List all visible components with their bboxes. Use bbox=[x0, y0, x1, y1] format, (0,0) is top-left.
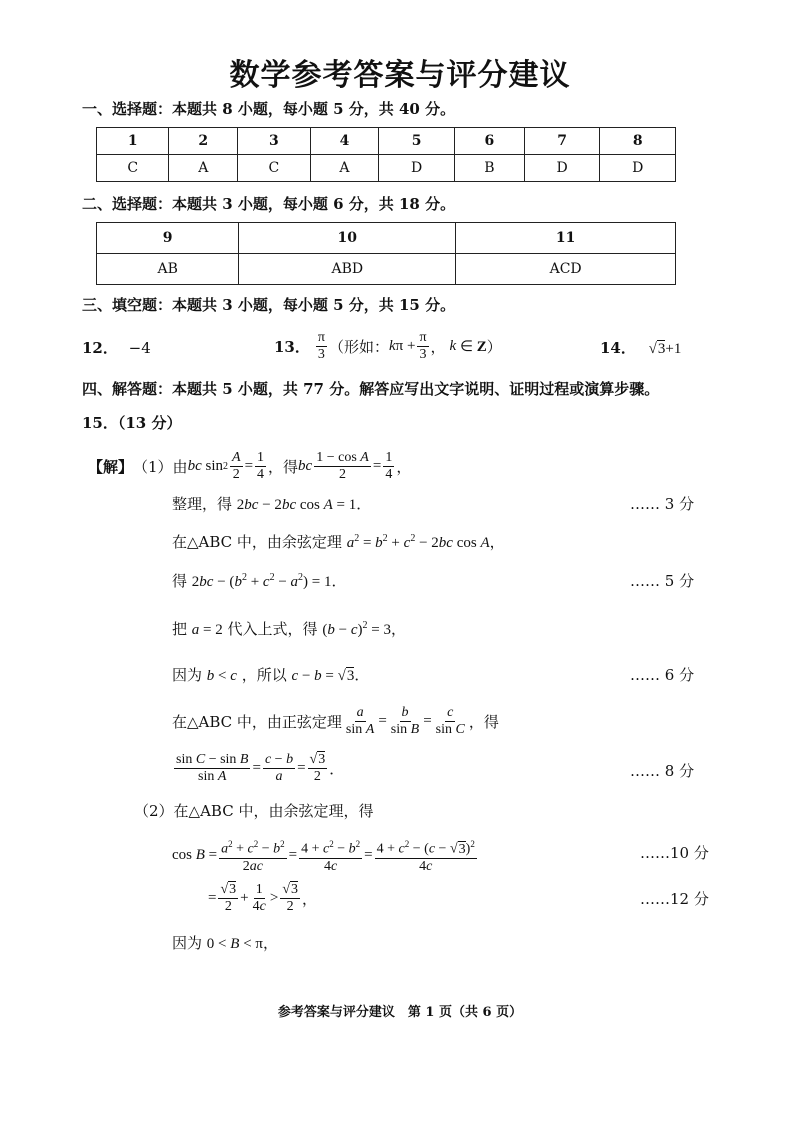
section2-answer-table bbox=[96, 222, 676, 285]
answer-13: 13． $\frac{\pi}{3}$ （形如： k π + $\frac{\pi}{3}$ ， k ∈ Z ） bbox=[274, 330, 502, 362]
answer-cell: ABD bbox=[239, 254, 456, 285]
solution-line-8: $\frac{\text{sin C − sin B}}{\text{sin A}}$ = $\frac{c - b}{a}$ = $\frac{√3}{2}$ ． bbox=[176, 752, 345, 784]
question-number: 7 bbox=[524, 128, 600, 155]
question-number: 5 bbox=[379, 128, 455, 155]
solution-text: （1）由 bbox=[133, 458, 188, 476]
solution-line-7: 在△ABC 中，由正弦定理 $\frac{a}{\text{sin A}}$ = $\frac{b}{\text{sin B}}$ = $\frac{c}{\text{sin C}}$ ，得 bbox=[172, 705, 499, 737]
answer-cell: ACD bbox=[456, 254, 676, 285]
answer-cell: C bbox=[238, 155, 310, 182]
solution-line-5: 把 a = 2 代入上式，得 $(b - c)^2 = 3$， bbox=[172, 620, 406, 638]
table-row bbox=[97, 223, 676, 254]
answer-value: −4 bbox=[128, 339, 151, 357]
solution-text: 整理，得 bbox=[172, 495, 233, 513]
section1-answer-table bbox=[96, 127, 676, 182]
answer-cell: D bbox=[524, 155, 600, 182]
answer-cell: D bbox=[600, 155, 676, 182]
section2-heading: 二、选择题：本题共 3 小题，每小题 6 分，共 18 分。 bbox=[82, 195, 456, 213]
solution-label: 【解】 bbox=[88, 458, 134, 476]
solution-part2-intro: （2）在△ABC 中，由余弦定理，得 bbox=[134, 802, 374, 820]
solution-text: 得 bbox=[172, 572, 188, 590]
solution-text: 代入上式，得 bbox=[227, 620, 318, 638]
note-text: ） bbox=[486, 338, 502, 356]
answer-cell: A bbox=[310, 155, 379, 182]
question-number: 12． bbox=[82, 339, 118, 357]
solution-text: 因为 bbox=[172, 666, 203, 684]
table-row bbox=[97, 128, 676, 155]
fraction: $\frac{\pi}{3}$ bbox=[317, 330, 325, 362]
solution-line-2: 整理，得 2bc − 2bc cos A = 1． bbox=[172, 495, 372, 513]
answer-value: +1 bbox=[665, 341, 682, 357]
table-row bbox=[97, 155, 676, 182]
answer-cell: C bbox=[97, 155, 169, 182]
answer-cell: AB bbox=[97, 254, 239, 285]
solution-text: ，所以 bbox=[241, 666, 287, 684]
solution-line-11: 因为 0 < B < π， bbox=[172, 934, 278, 952]
score-mark: …… 8 分 bbox=[630, 762, 695, 780]
solution-line-4: 得 $2bc - (b^2 + c^2 - a^2) = 1$． bbox=[172, 572, 347, 590]
answer-cell: D bbox=[379, 155, 455, 182]
question-number: 11 bbox=[456, 223, 676, 254]
answer-cell: A bbox=[169, 155, 238, 182]
score-mark: …… 6 分 bbox=[630, 666, 695, 684]
solution-text: 在△ABC 中，由余弦定理 bbox=[172, 533, 342, 551]
question-number: 9 bbox=[97, 223, 239, 254]
section3-heading: 三、填空题：本题共 3 小题，每小题 5 分，共 15 分。 bbox=[82, 296, 456, 314]
table-row bbox=[97, 254, 676, 285]
section4-heading: 四、解答题：本题共 5 小题，共 77 分。解答应写出文字说明、证明过程或演算步骤。 bbox=[82, 380, 660, 398]
question-number: 8 bbox=[600, 128, 676, 155]
solution-text: 因为 bbox=[172, 934, 203, 952]
answer-cell: B bbox=[454, 155, 524, 182]
question-number: 4 bbox=[310, 128, 379, 155]
solution-line-1: 【解】 （1）由 bc sin 2 $\frac{A}{2}$ = $\frac{1}{4}$ ，得 bc $\frac{\text{1 − cos A}}{2}$ = $\frac{1}{4}$ ， bbox=[88, 450, 412, 482]
question-number: 1 bbox=[97, 128, 169, 155]
answer-12 bbox=[82, 337, 151, 358]
score-mark: …… 3 分 bbox=[630, 495, 695, 513]
note-text: （形如： bbox=[328, 338, 389, 356]
question-number: 2 bbox=[169, 128, 238, 155]
score-mark: ……12 分 bbox=[640, 890, 709, 908]
score-mark: …… 5 分 bbox=[630, 572, 695, 590]
solution-line-6: 因为 b < c ，所以 c − b = √3． bbox=[172, 666, 370, 684]
solution-line-3: 在△ABC 中，由余弦定理 $a^2 = b^2 + c^2 - 2bc$ cos A， bbox=[172, 533, 505, 551]
answer-14: 14． √3+1 bbox=[600, 339, 682, 357]
question-15-header: 15．（13 分） bbox=[82, 414, 182, 432]
note-text: ， bbox=[430, 338, 446, 356]
solution-text: ，得 bbox=[468, 713, 499, 731]
score-mark: ……10 分 bbox=[640, 844, 709, 862]
page-title: 数学参考答案与评分建议 bbox=[229, 58, 571, 93]
question-number: 10 bbox=[239, 223, 456, 254]
question-number: 3 bbox=[238, 128, 310, 155]
question-number: 13． bbox=[274, 338, 310, 356]
page-footer: 参考答案与评分建议 第 1 页（共 6 页） bbox=[277, 1005, 523, 1020]
section1-heading: 一、选择题：本题共 8 小题，每小题 5 分，共 40 分。 bbox=[82, 100, 456, 118]
solution-text: ，得 bbox=[268, 458, 299, 476]
fraction: $\frac{\pi}{3}$ bbox=[419, 330, 427, 362]
solution-text: 把 bbox=[172, 620, 188, 638]
solution-line-10: = $\frac{√3}{2}$ + $\frac{1}{4c}$ > $\frac{√3}{2}$ ， bbox=[208, 882, 318, 914]
question-number: 14． bbox=[600, 339, 636, 357]
solution-line-9: cos B = $\frac{a^2 + c^2 - b^2}{2ac}$ = $\frac{4 + c^2 - b^2}{4c}$ = $\frac{4 + c^2 - (c - √3)^2}{4c}$ bbox=[172, 836, 479, 875]
solution-text: 在△ABC 中，由正弦定理 bbox=[172, 713, 342, 731]
question-number: 6 bbox=[454, 128, 524, 155]
